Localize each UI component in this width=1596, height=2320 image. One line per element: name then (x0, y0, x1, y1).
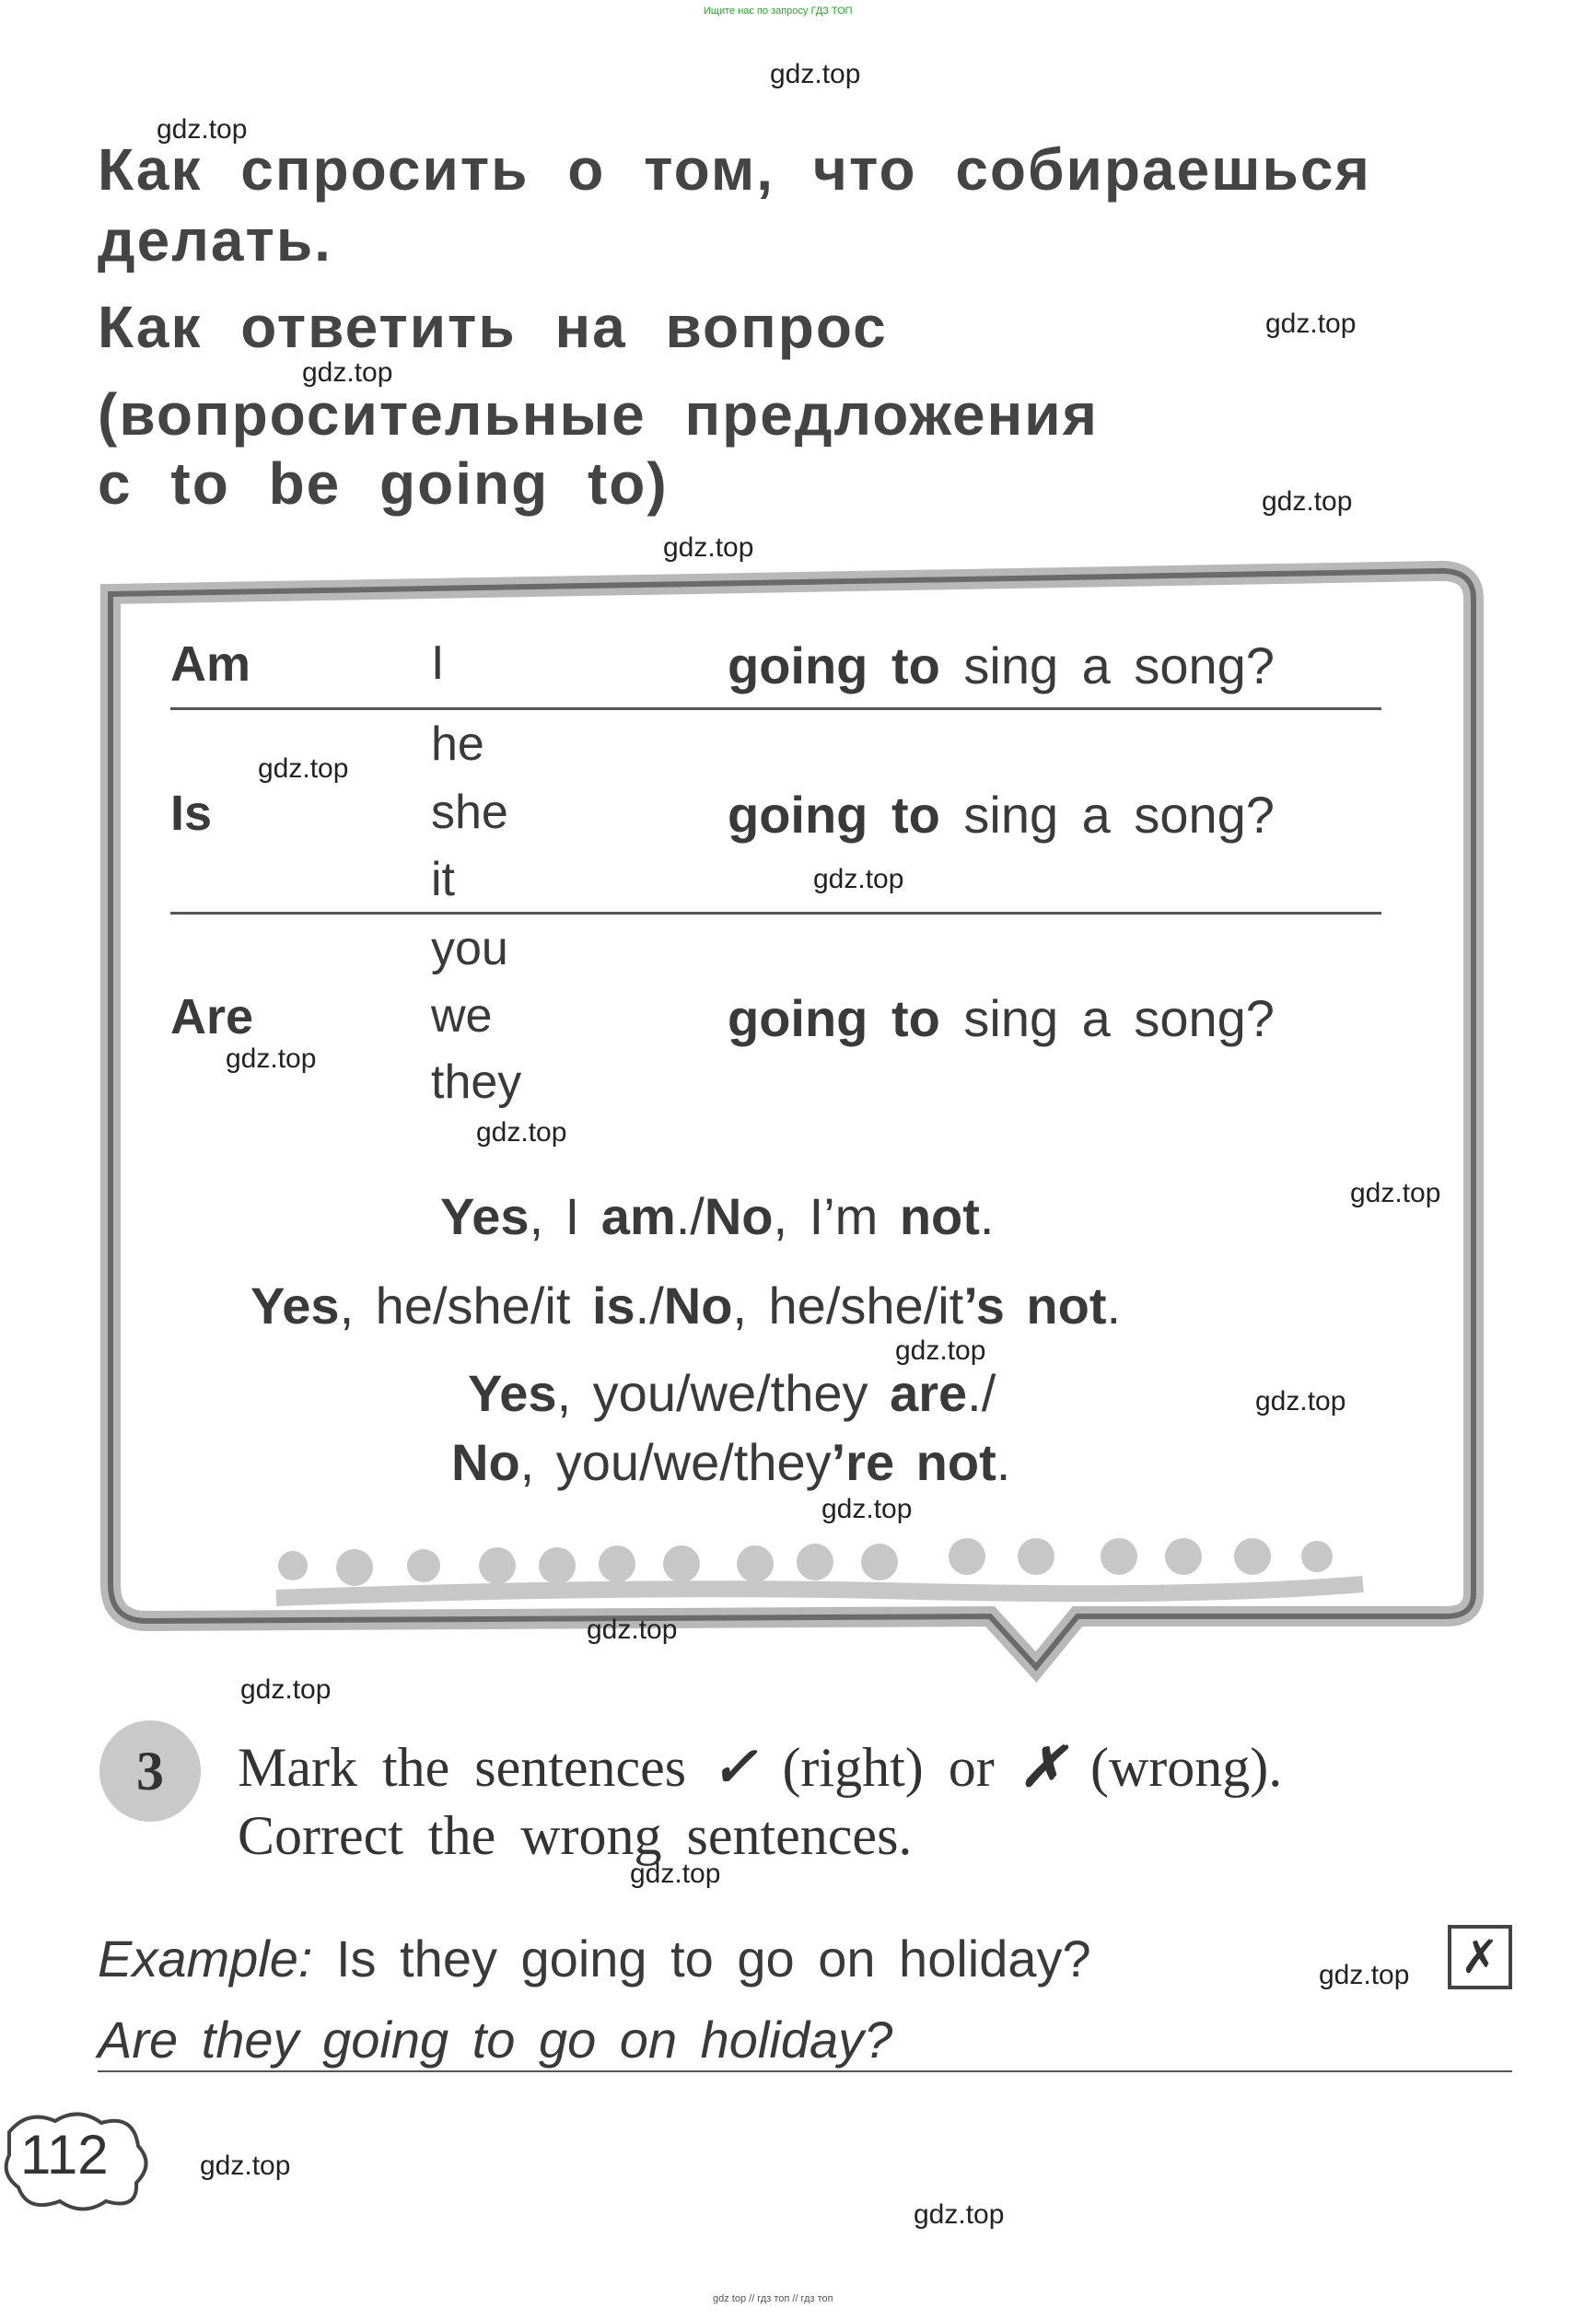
watermark: gdz.top (1350, 1178, 1441, 1208)
example-mark-box: ✗ (1448, 1925, 1512, 1989)
watermark: gdz.top (157, 114, 248, 145)
question-row-1 (728, 635, 1275, 695)
question-row-3 (728, 988, 1275, 1048)
heading-line-4: (вопросительные предложения (98, 381, 1099, 448)
exercise-number-badge: 3 (99, 1720, 201, 1822)
watermark: gdz.top (813, 864, 904, 894)
aux-am: Am (170, 636, 251, 692)
row-divider-2 (170, 912, 1381, 915)
short-answer-2: Yes, he/she/it is./No, he/she/it’s not. (250, 1277, 1122, 1335)
watermark: gdz.top (258, 753, 349, 784)
going-to: going to (728, 786, 940, 844)
example-label: Example: (98, 1929, 313, 1988)
subject-she: she (431, 786, 508, 839)
subject-it: it (431, 853, 455, 906)
watermark: gdz.top (1255, 1386, 1346, 1416)
subject-we: we (431, 989, 493, 1043)
check-mark-icon: ✓ (711, 1737, 758, 1798)
bottom-note: gdz top // гдз топ // гдз топ (713, 2293, 833, 2304)
subject-i: I (431, 636, 445, 690)
watermark: gdz.top (914, 2199, 1005, 2230)
aux-is: Is (170, 786, 213, 841)
sing-a-song: sing a song? (963, 989, 1275, 1047)
sing-a-song: sing a song? (963, 636, 1275, 694)
example-line (98, 1929, 1091, 1988)
heading-line-5: с to be going to) (98, 450, 669, 517)
short-answer-1: Yes, I am./No, I’m not. (440, 1187, 995, 1245)
subject-he: he (431, 717, 484, 771)
short-answer-3: Yes, you/we/they are./ (468, 1364, 996, 1422)
answer-line (98, 2070, 1512, 2072)
question-row-2 (728, 785, 1275, 845)
watermark: gdz.top (821, 1494, 913, 1524)
watermark: gdz.top (630, 1859, 721, 1889)
page-number: 112 (20, 2124, 109, 2186)
watermark: gdz.top (240, 1674, 332, 1705)
top-note: Ищите нас по запросу ГДЗ ТОП (704, 6, 853, 17)
subject-you: you (431, 922, 508, 975)
heading-line-2: делать. (98, 207, 332, 274)
watermark: gdz.top (770, 59, 861, 89)
example-answer: Are they going to go on holiday? (98, 2011, 893, 2069)
aux-are: Are (170, 989, 254, 1044)
watermark: gdz.top (200, 2151, 291, 2181)
exercise-instruction-1: Mark the sentences ✓ (right) or ✗ (wrong). (238, 1737, 1283, 1798)
going-to: going to (728, 636, 940, 694)
sing-a-song: sing a song? (963, 786, 1275, 844)
exercise-instruction-2: Correct the wrong sentences. (238, 1805, 913, 1866)
watermark: gdz.top (663, 532, 754, 563)
going-to: going to (728, 989, 940, 1047)
watermark: gdz.top (476, 1117, 567, 1148)
row-divider-1 (170, 707, 1381, 710)
watermark: gdz.top (1265, 309, 1357, 339)
watermark: gdz.top (302, 357, 393, 388)
heading-line-3: Как ответить на вопрос (98, 294, 888, 360)
watermark: gdz.top (1262, 486, 1353, 517)
short-answer-4: No, you/we/they’re not. (451, 1433, 1011, 1491)
watermark: gdz.top (226, 1043, 317, 1074)
watermark: gdz.top (587, 1615, 678, 1645)
watermark: gdz.top (895, 1335, 986, 1366)
example-sentence: Is they going to go on holiday? (336, 1929, 1091, 1988)
watermark: gdz.top (1319, 1960, 1410, 1990)
heading-line-1: Как спросить о том, что собираешься (98, 136, 1371, 203)
subject-they: they (431, 1055, 522, 1109)
cross-mark-icon: ✗ (1019, 1737, 1066, 1798)
